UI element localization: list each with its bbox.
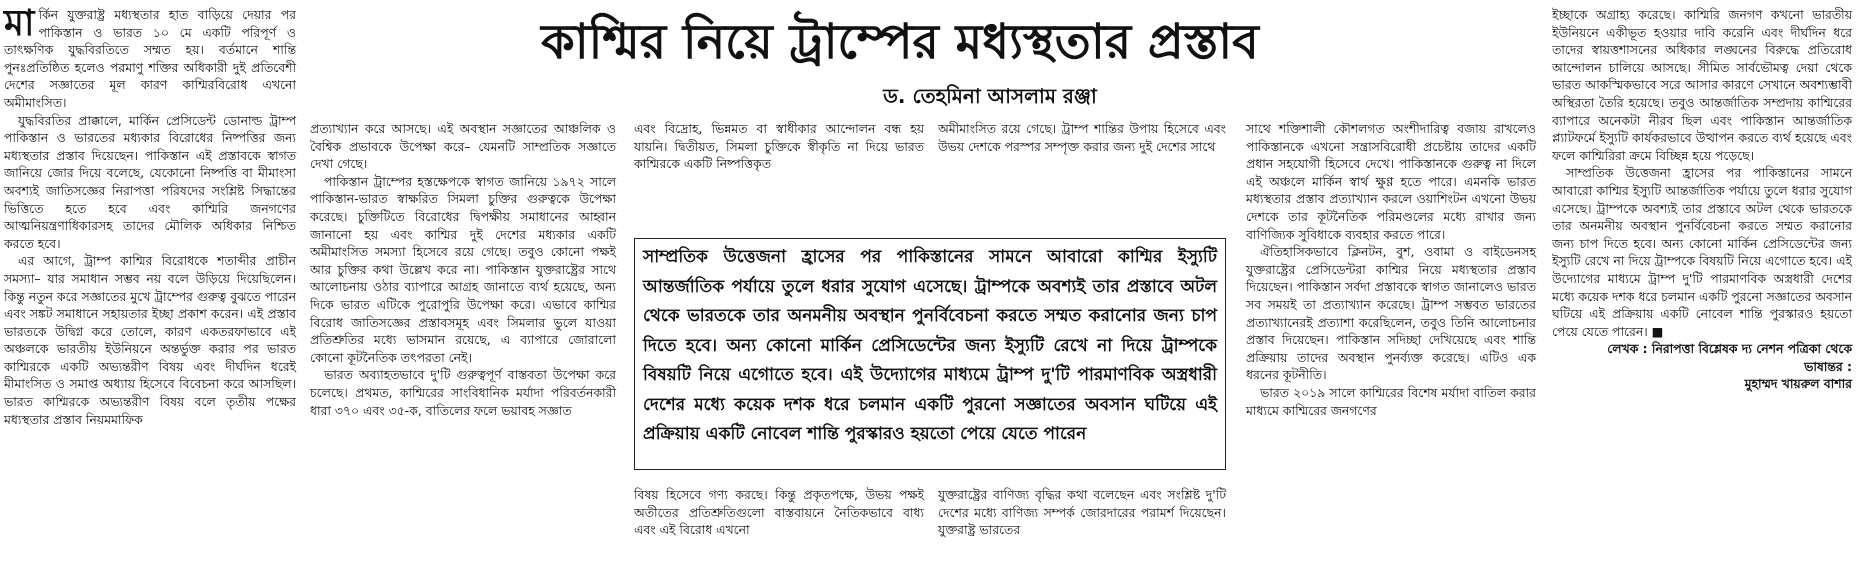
paragraph: ইচ্ছাকে অগ্রাহ্য করেছে। কাশ্মিরি জনগণ কখনো ভারতীয় ইউনিয়নে একীভূত হওয়ার দাবি করেনি এবং দীর্ঘদিন ধরে তাদের স্বায়ত্তশাসনের অধিকার লঙ্ঘনের বিরুদ্ধে প্রতিরোধ আন্দোলন চালিয়ে আসছে। সীমিত সার্বভৌমত্ব দেয়া থেকে ভারত আকস্মিকভাবে সরে আসার কারণে সেখানে অবশ্যম্ভাবী অস্থিরতা তৈরি হয়েছে। তবুও আন্তর্জাতিক সম্প্রদায় কাশ্মিরের ব্যাপারে অনেকটা নীরব ছিল এবং পাকিস্তান আন্তর্জাতিক প্ল্যাটফর্মে ইস্যুটি কার্যকরভাবে উত্থাপন করতে ব্যর্থ হয়েছে এবং ফলে কাশ্মিরিরা ক্রমে বিচ্ছিন্ন হয়ে পড়েছে। [1552,7,1852,163]
paragraph: এবং বিদ্রোহ, ভিন্নমত বা স্বাধীকার আন্দোলন বন্ধ হয় যায়নি। দ্বিতীয়ত, সিমলা চুক্তিকে স্বীকৃতি না দিয়ে ভারত কাশ্মিরকে একটি নিষ্পত্তিকৃত [634,121,924,172]
paragraph: মার্কিন যুক্তরাষ্ট্র মধ্যস্থতার হাত বাড়িয়ে দেয়ার পর পাকিস্তান ও ভারত ১০ মে একটি পরিপূর্ণ ও তাৎক্ষণিক যুদ্ধবিরতিতে সম্মত হয়। বর্তমানে শান্তি পুনঃপ্রতিষ্ঠিত হলেও পরমাণু শক্তির অধিকারী দুই প্রতিবেশী দেশের সজ্ঞাতের মূল কারণ কাশ্মিরবিরোধ এখনো অমীমাংসিত। [4,2,296,110]
writer-description: নিরাপত্তা বিশ্লেষক দ্য নেশন পত্রিকা থেকে ভাষান্তর : [1651,341,1852,374]
mid-column-right [938,120,1226,155]
paragraph: অমীমাংসিত রয়ে গেছে। ট্রাম্প শান্তির উপায় হিসেবে এবং উভয় দেশকে পরস্পর সম্পৃক্ত করার জন্য দুই দেশের সাথে [938,121,1226,154]
paragraph: যুদ্ধবিরতির প্রাক্কালে, মার্কিন প্রেসিডেন্ট ডোনাল্ড ট্রাম্প পাকিস্তান ও ভারতের মধ্যকার বিরোধের নিষ্পত্তির জন্য মধ্যস্থতার প্রস্তাব দিয়েছেন। পাকিস্তান এই প্রস্তাবকে স্বাগত জানিয়ে জোর দিয়ে বলেছে, যেকোনো নিষ্পত্তি বা মীমাংসা অবশ্যই জাতিসজ্ঞের নিরাপত্তা পরিষদের সংশ্লিষ্ট সিদ্ধান্তের ভিত্তিতে হতে হবে এবং কাশ্মিরি জনগণের আত্মনিয়ন্ত্রণাধিকারসহ তাদের মৌলিক অধিকার নিশ্চিত করতে হবে। [4,112,296,251]
article-column-5 [1246,120,1536,419]
article-column-6 [1552,6,1852,393]
headline: কাশ্মির নিয়ে ট্রাম্পের মধ্যস্থতার প্রস্তাব [541,14,1259,70]
bottom-column-left [634,486,924,539]
byline: ড. তেহমিনা আসলাম রঞ্জা [883,84,1097,108]
pull-quote: সাম্প্রতিক উত্তেজনা হ্রাসের পর পাকিস্তানের সামনে আবারো কাশ্মির ইস্যুটি আন্তর্জাতিক পর্যায়ে তুলে ধরার সুযোগ এসেছে। ট্রাম্পকে অবশ্যই তার প্রস্তাবে অটল থেকে ভারতকে তার অনমনীয় অবস্থান পুনর্বিবেচনা করতে সম্মত করানোর জন্য চাপ দিতে হবে। অন্য কোনো মার্কিন প্রেসিডেন্টের জন্য ইস্যুটি রেখে না দিয়ে ট্রাম্পকে বিষয়টি নিয়ে এগোতে হবে। এই উদ্যোগের মাধ্যমে ট্রাম্প দু'টি পারমাণবিক অস্ত্রধারী দেশের মধ্যে কয়েক দশক ধরে চলমান একটি পুরনো সজ্ঞাতের অবসান ঘটিয়ে এই প্রক্রিয়ায় একটি নোবেল শান্তি পুরস্কারও হয়তো পেয়ে যেতে পারেন [634,238,1226,470]
paragraph: এর আগে, ট্রাম্প কাশ্মির বিরোধকে শতাব্দীর প্রাচীন সমস্যা– যার সমাধান সম্ভব নয় বলে উড়িয়ে দিয়েছিলেন। কিন্তু নতুন করে সজ্ঞাতের মুখে ট্রাম্পের গুরুত্ব বুঝতে পারেন এবং সঙ্কট সমাধানে সহায়তার ইচ্ছা প্রকাশ করেন। এই প্রস্তাব ভারতকে উদ্বিগ্ন করে তোলে, কারণ একতরফাভাবে এই অঞ্চলকে ভারতীয় ইউনিয়নে অন্তর্ভুক্ত করার পর ভারত কাশ্মিরকে একটি অভ্যন্তরীণ বিষয় এবং দীর্ঘদিন ধরেই মীমাংসিত ও সমাপ্ত অধ্যায় হিসেবে বিবেচনা করে আসছিল। ভারত কাশ্মিরকে অভ্যন্তরীণ বিষয় বলে তৃতীয় পক্ষের মধ্যস্থতার প্রস্তাব নিয়মমাফিক [4,253,296,427]
mid-column-left [634,120,924,173]
writer-label: লেখক : [1607,341,1648,357]
article-column-1 [4,2,296,428]
paragraph: সাথে শক্তিশালী কৌশলগত অংশীদারিত্ব বজায় রাখলেও পাকিস্তানকে এখনো সন্ত্রাসবিরোধী প্রচেষ্টায় তাদের একটি প্রধান সহযোগী হিসেবে দেখে। পাকিস্তানকে গুরুত্ব না দিলে এই অঞ্চলে মার্কিন স্বার্থ ক্ষুণ্ণ হতে পারে। এমনকি ভারত মধ্যস্থতার প্রস্তাব প্রত্যাখ্যান করলে ওয়াশিংটন এখনো উভয় দেশকে তার কূটনৈতিক পরিমণ্ডলের মধ্যে রাখার জন্য বাণিজ্যিক সুবিধাকে ব্যবহার করতে পারে। [1246,121,1536,242]
paragraph: ঐতিহাসিকভাবে ক্লিনটন, বুশ, ওবামা ও বাইডেনসহ যুক্তরাষ্ট্রের প্রেসিডেন্টরা কাশ্মির নিয়ে মধ্যস্থতার প্রস্তাব দিয়েছেন। পাকিস্তান সর্বদা প্রস্তাবকে স্বাগত জানালেও ভারত সব সময়ই তা প্রত্যাখ্যান করেছে। ট্রাম্প সম্ভবত ভারতের প্রত্যাখ্যানেরই প্রত্যাশা করেছিলেন, তবুও তিনি আলোচনার প্রস্তাব দিয়েছেন। পাকিস্তান সদিচ্ছা দেখিয়েছে এবং শান্তি প্রক্রিয়ায় তাদের অবস্থান পুনর্ব্যক্ত করেছে। এটিও এক ধরনের কূটনীতি। [1246,244,1536,383]
paragraph: যুক্তরাষ্ট্রের বাণিজ্য বৃদ্ধির কথা বলেছেন এবং সংশ্লিষ্ট দু'টি দেশের মধ্যে বাণিজ্য সম্পর্ক জোরদারের পরামর্শ দিয়েছেন। যুক্তরাষ্ট্র ভারতের [938,487,1226,538]
translator-name: মুহাম্মদ খায়রুল বাশার [1744,376,1852,392]
paragraph: পাকিস্তান ট্রাম্পের হস্তক্ষেপকে স্বাগত জানিয়ে ১৯৭২ সালে পাকিস্তান-ভারত স্বাক্ষরিত সিমলা চুক্তির গুরুত্বকে উপেক্ষা করেছে। চুক্তিটিতে বিরোধের দ্বিপক্ষীয় সমাধানের আহ্বান জানানো হয় এবং কাশ্মির দুই দেশের মধ্যকার একটি অমীমাংসিত সমস্যা হিসেবে রয়ে গেছে। তবুও কোনো পক্ষই আর চুক্তির কথা উল্লেখ করে না। পাকিস্তান যুক্তরাষ্ট্রের সাথে আলোচনায় ওঠার ব্যাপারে আগ্রহ জানাতে ব্যর্থ হয়েছে, অন্য দিকে ভারত এটিকে পুরোপুরি উপেক্ষা করে। এভাবে কাশ্মির বিরোধ জাতিসজ্ঞের প্রস্তাবসমূহ এবং সিমলার ভুলে যাওয়া প্রতিশ্রুতির মধ্যে ভাসমান রয়েছে, এ ব্যাপারে জোরালো কোনো কূটনৈতিক তৎপরতা নেই। [310,173,616,365]
paragraph: সাম্প্রতিক উত্তেজনা হ্রাসের পর পাকিস্তানের সামনে আবারো কাশ্মির ইস্যুটি আন্তর্জাতিক পর্যায়ে তুলে ধরার সুযোগ এসেছে। ট্রাম্পকে অবশ্যই তার প্রস্তাবে অটল থেকে ভারতকে তার অনমনীয় অবস্থান পুনর্বিবেচনা করতে সম্মত করানোর জন্য চাপ দিতে হবে। অন্য কোনো মার্কিন প্রেসিডেন্টের জন্য ইস্যুটি রেখে না দিয়ে ট্রাম্পকে বিষয়টি নিয়ে এগোতে হবে। এই উদ্যোগের মাধ্যমে ট্রাম্প দু'টি পারমাণবিক অস্ত্রধারী দেশের মধ্যে কয়েক দশক ধরে চলমান একটি পুরনো সজ্ঞাতের অবসান ঘটিয়ে এই প্রক্রিয়ায় একটি নোবেল শান্তি পুরস্কারও হয়তো পেয়ে যেতে পারেন। ■ [1552,165,1852,339]
article-column-2 [310,120,616,419]
paragraph: ভারত ২০১৯ সালে কাশ্মিরের বিশেষ মর্যাদা বাতিল করার মাধ্যমে কাশ্মিরের জনগণের [1246,384,1536,418]
writer-credit [1552,340,1852,375]
paragraph: প্রত্যাখ্যান করে আসছে। এই অবস্থান সজ্ঞাতের আঞ্চলিক ও বৈশ্বিক প্রভাবকে উপেক্ষা করে– যেমনটি সাম্প্রতিক সজ্ঞাতে দেখা গেছে। [310,121,616,172]
paragraph: ভারত অব্যাহতভাবে দু'টি গুরুত্বপূর্ণ বাস্তবতা উপেক্ষা করে চলেছে। প্রথমত, কাশ্মিরের সাংবিধানিক মর্যাদা পরিবর্তনকারী ধারা ৩৭০ এবং ৩৫-ক, বাতিলের ফলে ভয়াবহ সজ্ঞাত [310,367,616,418]
dropcap: মা [4,2,35,44]
paragraph: বিষয় হিসেবে গণ্য করছে। কিন্তু প্রকৃতপক্ষে, উভয় পক্ষই অতীতের প্রতিশ্রুতিগুলো বাস্তবায়নে নৈতিকভাবে বাধ্য এবং এই বিরোধ এখনো [634,487,924,538]
bottom-column-right [938,486,1226,539]
